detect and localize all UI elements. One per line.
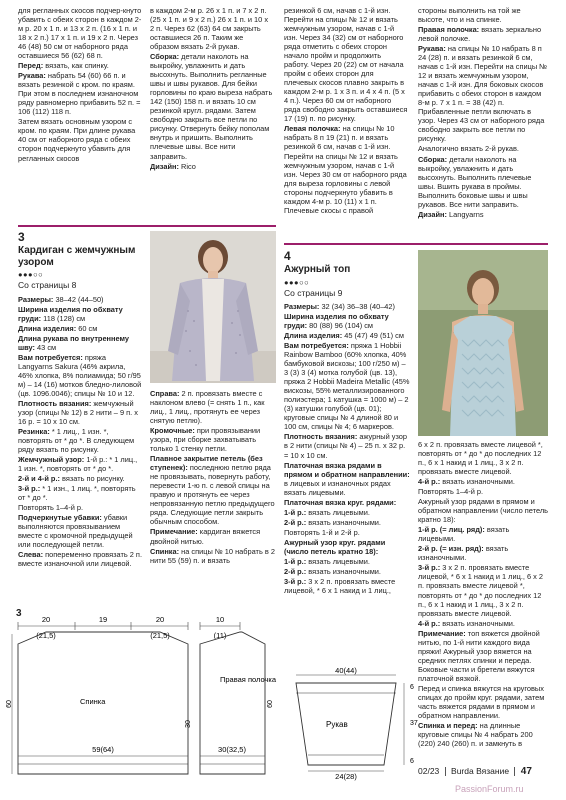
section-3-col2 xyxy=(150,389,276,566)
paragraph: Аналогично вязать 2-й рукав. xyxy=(418,144,519,154)
paragraph: Повторять 1–4-й р. xyxy=(18,503,84,513)
paragraph: 4-й р.: вязать изнаночными. xyxy=(418,618,515,628)
paragraph: Ажурный узор рядами в прямом и обратном направлении (число петель кратно 18): xyxy=(418,497,548,525)
paragraph: Ширина изделия по обхвату груди: 80 (88) 96 (104) см xyxy=(284,312,389,331)
paragraph: Плавное закрытие петель (без ступенек): последнюю петлю ряда не провязывать, повернуть работу, перевести 1-ю п. с левой спицы на правую и протянуть ее через непровязанную петлю предыдущего ряда. Следующие петли закрыть обычным способом. xyxy=(150,454,275,527)
paragraph: Примечание: топ вяжется двойной нитью, по 1-й нити каждого вида пряжи! Ажурный узор вяжется на средних петлях спинки и переда. Боковые части и бретели вяжутся платочной вязкой. xyxy=(418,628,540,683)
page-footer xyxy=(418,766,558,782)
model-top-illustration xyxy=(418,250,548,436)
paragraph: 1-й р.: вязать лицевыми. xyxy=(284,507,370,517)
section-divider xyxy=(18,225,276,227)
paragraph: Длина изделия: 60 см xyxy=(18,323,98,333)
dim-label: 6 xyxy=(410,684,414,691)
paragraph: 1-й р.: вязать лицевыми. xyxy=(284,556,370,566)
dim-label: 37 xyxy=(410,720,418,727)
paragraph: 3-й р.: * 1 изн., 1 лиц. *, повторять от * до *. xyxy=(18,484,136,503)
dim-label: 60 xyxy=(267,700,274,708)
paragraph: Резинка: * 1 лиц., 1 изн. *, повторять от * до *. В следующем ряду вязать по рисунку. xyxy=(18,426,135,454)
paragraph: Затем вязать основным узором с кром. по краям. При длине рукава 40 см от наборного ряда с обеих сторон подчеркнуто убавить для регланных скосов xyxy=(18,117,136,163)
paragraph: Сборка: детали наколоть на выкройку, увлажнить и дать высохнуть. Выполнить регланные швы и швы рукавов. Для бейки горловины по краю выреза набрать 142 (150) 158 п. и вязать 10 см резинкой кругл. рядами. Затем свободно закрыть все петли по рисунку. Отвернуть бейку пополам внутрь и пришить. Выполнить плечевые швы. Все нити заправить. xyxy=(150,52,273,161)
paragraph: Примечание: кардиган вяжется двойной нитью. xyxy=(150,527,261,546)
section-title: Ажурный топ xyxy=(284,264,351,275)
section-number: 4 xyxy=(284,249,291,263)
issue-number: 02/23 xyxy=(418,766,440,776)
col4-top xyxy=(418,6,548,220)
section-3 xyxy=(18,231,142,569)
paragraph: Размеры: 38–42 (44–50) xyxy=(18,294,104,304)
paragraph: Дизайн: Rico xyxy=(150,161,196,171)
col2-top xyxy=(150,6,274,172)
paragraph: Рукава: на спицы № 10 набрать 8 п 24 (28) п. и вязать резинкой 6 см, начав с 1-й изн. Перейти на спицы № 12 и вязать жемчужным узором, начав с 1-й изн. Для боковых скосов прибавить с обеих сторон в каждом 8-м р. 7 x 1 п. = 38 (42) п. Прибавленные петли включать в узор. Через 43 см от наборного ряда свободно закрыть все петли по рисунку. xyxy=(418,44,548,144)
dim-label: 20 xyxy=(41,615,51,624)
paragraph: 2-й р.: вязать изнаночными. xyxy=(284,517,381,527)
paragraph: Спинка и перед: на длинные круговые спицы № 4 набрать 200 (220) 240 (260) п. и замкнуть в xyxy=(418,720,533,748)
dim-label: 6 xyxy=(410,758,414,765)
schema-number: 3 xyxy=(16,608,22,619)
dim-label: 24(28) xyxy=(335,772,357,781)
cardigan-pattern-schema xyxy=(6,604,280,780)
paragraph: Плотность вязания: жемчужный узор (спицы № 12) в 2 нити – 9 п. x 16 р. = 10 x 10 см. xyxy=(18,398,138,426)
dim-label: 30 xyxy=(185,720,192,728)
paragraph: Плотность вязания: ажурный узор в 2 нити (спицы № 4) – 25 п. x 32 р. = 10 x 10 см. xyxy=(284,432,408,460)
paragraph: 6 x 2 п. провязать вместе лицевой *, повторять от * до * до последних 12 п., 6 x 1 накид и 1 лиц., 3 x 2 п. провязать вместе лицевой. xyxy=(418,440,543,477)
dim-label: 59(64) xyxy=(92,745,114,754)
paragraph: Длина рукава по внутреннему шву: 43 см xyxy=(18,333,129,352)
paragraph: стороны выполнить на той же высоте, что и на спинке. xyxy=(418,6,521,25)
paragraph: Справа: 2 п. провязать вместе с наклоном влево (= снять 1 п., как лиц., 1 лиц., протянуть ее через снятую петлю). xyxy=(150,389,265,426)
dim-label: 20 xyxy=(155,615,165,624)
paragraph: Ажурный узор круг. рядами (число петель кратно 18): xyxy=(284,537,386,556)
watermark: PassionForum.ru xyxy=(455,784,524,794)
dim-label: 10 xyxy=(215,615,225,624)
paragraph: Вам потребуется: пряжа Langyarns Sakura (46% акрила, 46% хлопка, 8% полиамида; 50 г/95 м) – 14 (16) мотков бледно-лиловой (цв. 1096.0046); спицы № 10 и 12. xyxy=(18,352,142,398)
paragraph: 2-й и 4-й р.: вязать по рисунку. xyxy=(18,474,125,484)
paragraph: Подчеркнутые убавки: убавки выполняются провязыванием вместе с кромочной предыдущей или последующей петли. xyxy=(18,513,133,550)
model-cardigan-illustration xyxy=(150,231,276,383)
dim-label: (21,5) xyxy=(150,631,170,640)
difficulty-rating: ●●●○○ xyxy=(284,277,310,287)
paragraph: Ширина изделия по обхвату груди: 118 (128) см xyxy=(18,304,123,323)
paragraph: Дизайн: Langyarns xyxy=(418,209,484,219)
paragraph: Повторять 1-й и 2-й р. xyxy=(284,527,360,537)
paragraph: Перед и спинка вяжутся на круговых спицах до пройм круг. рядами, затем часть вяжется рядами в прямом и обратном направлении. xyxy=(418,683,545,720)
front-label: Правая полочка xyxy=(220,675,277,684)
paragraph: Жемчужный узор: 1-й р.: * 1 лиц., 1 изн. *, повторять от * до *. xyxy=(18,455,138,474)
paragraph: 3-й р.: 3 x 2 п. провязать вместе лицевой, * 6 x 1 накид и 1 лиц., xyxy=(284,576,396,595)
paragraph: Рукава: набрать 54 (60) 66 п. и вязать резинкой с кром. по краям. При этом в последнем изнаночном ряду равномерно прибавить 52 п. = 106 (112) 118 п. xyxy=(18,71,141,117)
paragraph: Кромочные: при провязывании узора, при сборке захватывать только 1 стенку петли. xyxy=(150,426,261,454)
paragraph: Повторять 1–4-й р. xyxy=(418,487,484,497)
paragraph: Спинка: на спицы № 10 набрать в 2 нити 55 (59) п. и вязать xyxy=(150,546,275,565)
col3-top xyxy=(284,6,408,216)
page-number: 47 xyxy=(520,766,532,777)
dim-label: (11) xyxy=(213,631,227,640)
paragraph: 3-й р.: 3 x 2 п. провязать вместе лицевой, * 6 x 1 накид и 1 лиц., 6 x 2 п. провязать вместе лицевой *, повторять от * до * до последних 12 п., 6 x 1 накид и 1 лиц., 3 x 2 п. провязать вместе лицевой. xyxy=(418,563,544,618)
dim-label: 60 xyxy=(6,700,13,708)
dim-label: 30(32,5) xyxy=(218,745,246,754)
dim-label: (21,5) xyxy=(36,631,56,640)
paragraph: 2-й р. (= изн. ряд): вязать изнаночными. xyxy=(418,544,509,563)
paragraph: 1-й р. (= лиц. ряд): вязать лицевыми. xyxy=(418,525,510,544)
paragraph: 2-й р.: вязать изнаночными. xyxy=(284,566,381,576)
paragraph: Платочная вязка рядами в прямом и обратном направлении: в лицевых и изнаночных рядах вязать лицевыми. xyxy=(284,460,410,497)
paragraph: в каждом 2-м р. 26 x 1 п. и 7 x 2 п. (25 x 1 п. и 9 x 2 п.) 26 x 1 п. и 10 x 2 п. Через 62 (63) 64 см закрыть оставшиеся 26 п. Таким же образом вязать 2-й рукав. xyxy=(150,6,269,52)
col1-top xyxy=(18,6,142,164)
paragraph: Размеры: 32 (34) 36–38 (40–42) xyxy=(284,302,395,311)
page-reference: Со страницы 8 xyxy=(18,280,77,291)
paragraph: Правая полочка: вязать зеркально левой полочке. xyxy=(418,25,542,44)
cardigan-photo xyxy=(150,231,276,383)
section-number: 3 xyxy=(18,230,25,244)
difficulty-rating: ●●●○○ xyxy=(18,270,44,279)
paragraph: Слева: попеременно провязать 2 п. вместе изнаночной или лицевой. xyxy=(18,550,142,569)
magazine-name: Burda Вязание xyxy=(451,766,510,776)
top-photo xyxy=(418,250,548,436)
sleeve-label: Рукав xyxy=(326,720,348,729)
sleeve-pattern-schema xyxy=(284,665,418,781)
dim-label: 40(44) xyxy=(335,666,357,675)
back-label: Спинка xyxy=(80,697,106,706)
paragraph: для регланных скосов подчер-кнуто убавить с обеих сторон в каждом 2-м р. 20 x 1 п. и 13 x 2 п. (16 x 1 п. и 18 x 2 п.) 17 x 1 п. и 19 x 2 п. Через 46 (48) 50 см от наборного ряда оставшиеся 56 (62) 68 п. xyxy=(18,6,142,61)
paragraph: Сборка: детали наколоть на выкройку, увлажнить и дать высохнуть. Выполнить плечевые швы. Вшить рукава в проймы. Выполнить боковые швы и швы рукавов. Все нити заправить. xyxy=(418,154,532,209)
paragraph: 4-й р.: вязать изнаночными. xyxy=(418,477,515,487)
section-4-col4 xyxy=(418,440,548,749)
paragraph: Платочная вязка круг. рядами: xyxy=(284,497,397,507)
paragraph: Вам потребуется: пряжа 1 Hobbii Rainbow Bamboo (60% хлопка, 40% бамбуковой вискозы; 100 г/250 м) – 3 (3) 3 (4) мотка голубой (цв. 13), пряжа 2 Hobbii Madeira Metallic (45% вискозы, 55% металлизированного полиэстера; 1 катушка = 1000 м) – 2 (3) катушки голубой (цв. 01); круговые спицы № 4 длиной 80 и 100 см, спицы № 4; 6 маркеров. xyxy=(284,341,410,432)
dim-label: 19 xyxy=(98,615,108,624)
paragraph: резинкой 6 см, начав с 1-й изн. Перейти на спицы № 12 и вязать жемчужным узором, начав с 1-й изн. Через 34 (32) см от наборного ряда отметить с обеих сторон начало пройм и продолжить работу. Через 20 (22) см от начала пройм с обеих сторон для плечевых скосов плавно закрыть в каждом 2-м р. 1 x 3 п. и 4 x 4 п. (5 x 4 п.). Через 60 см от наборного ряда свободно закрыть оставшиеся 17 (19) п. по рисунку. xyxy=(284,6,408,124)
paragraph: Длина изделия: 45 (47) 49 (51) см xyxy=(284,331,404,341)
paragraph: Левая полочка: на спицы № 10 набрать 8 п 19 (21) п. и вязать резинкой 6 см, начав с 1-й изн. Перейти на спицы № 12 и вязать жемчужным узором, начав с 1-й изн. Через 30 см от наборного ряда для выреза горловины с левой стороны подчеркнуто убавить в каждом 4-м р. 10 (11) x 1 п. Плечевые скосы с правой xyxy=(284,124,407,215)
section-title: Кардиган с жемчужным узором xyxy=(18,245,136,268)
page-reference: Со страницы 9 xyxy=(284,287,343,298)
section-divider xyxy=(284,243,548,245)
section-4 xyxy=(284,250,410,596)
paragraph: Перед: вязать, как спинку. xyxy=(18,61,109,71)
